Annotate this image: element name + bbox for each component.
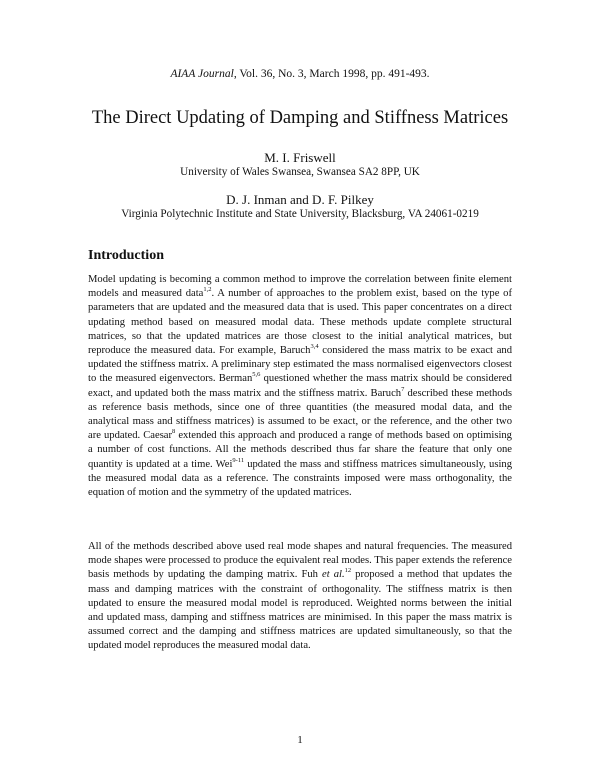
body-paragraph bbox=[88, 273, 512, 500]
text-run: . A number of approaches to the problem exist, based on the type of parameters that are updated and the measured data that is used. This paper concentrates on a direct updating method based on measured modal data. These methods update complete structural matrices, so that the updated matrices are those closest to the initial analytical matrices, but reproduce the measured data. For example, Baruch bbox=[88, 288, 512, 357]
text-run: updated the mass and stiffness matrices simultaneously, using the measured modal data as a reference. The constraints imposed were mass orthogonality, the equation of motion and the symmetry of the updated matrices. bbox=[88, 458, 512, 499]
author-affiliation: University of Wales Swansea, Swansea SA2 8PP, UK bbox=[180, 166, 420, 178]
journal-name: AIAA Journal bbox=[170, 68, 234, 80]
reference-superscript: 5,6 bbox=[252, 371, 261, 379]
page-number: 1 bbox=[297, 734, 303, 746]
reference-superscript: 9-11 bbox=[232, 456, 245, 464]
reference-superscript: 7 bbox=[401, 385, 405, 393]
text-run: proposed a method that updates the mass and damping matrices with the constraint of orthogonality. The stiffness matrix is then updated to ensure the measured modal model is reproduced. Weighted norms between the initial and updated mass, damping and stiffness matrices are minimised. In this paper the mass matrix is assumed correct and the damping and stiffness matrices are updated simultaneously, so that the updated model reproduces the measured modal data. bbox=[88, 569, 512, 652]
section-heading: Introduction bbox=[88, 248, 164, 263]
et-al-italic: et al. bbox=[322, 569, 345, 581]
citation-details: , Vol. 36, No. 3, March 1998, pp. 491-493. bbox=[233, 68, 430, 80]
paper-title: The Direct Updating of Damping and Stiffness Matrices bbox=[91, 108, 509, 128]
author-affiliation: Virginia Polytechnic Institute and State University, Blacksburg, VA 24061-0219 bbox=[121, 208, 479, 220]
author-name: D. J. Inman and D. F. Pilkey bbox=[226, 192, 374, 207]
text-run: All of the methods described above used real mode shapes and natural frequencies. The measured mode shapes were processed to produce the equivalent real modes. This paper extends the reference basis methods by updating the damping matrix. Fuh bbox=[88, 541, 512, 581]
text-run: extended this approach and produced a range of methods based on optimising a number of cost functions. All the methods described thus far share the feature that only one quantity is updated at a time. Wei bbox=[88, 430, 512, 470]
text-run: considered the mass matrix to be exact and updated the stiffness matrix. A preliminary step estimated the mass normalised eigenvectors closest to the measured eigenvectors. Berman bbox=[88, 345, 512, 385]
text-run: described these methods as reference basis methods, since one of three quantities (the measured modal data, and the analytical mass and stiffness matrices) is assumed to be exact, or the reference, and the other two are updated. Caesar bbox=[88, 387, 513, 442]
text-run: Model updating is becoming a common method to improve the correlation between finite element models and measured data bbox=[88, 274, 512, 300]
reference-superscript: 12 bbox=[344, 567, 352, 575]
journal-citation bbox=[0, 68, 600, 80]
text-run: questioned whether the mass matrix should be considered exact, and updated both the mass matrix and the stiffness matrix. Baruch bbox=[88, 373, 512, 399]
reference-superscript: 8 bbox=[172, 428, 176, 436]
body-paragraph bbox=[88, 540, 512, 654]
reference-superscript: 1,2 bbox=[203, 286, 212, 294]
reference-superscript: 3,4 bbox=[310, 343, 319, 351]
author-name: M. I. Friswell bbox=[264, 150, 336, 165]
